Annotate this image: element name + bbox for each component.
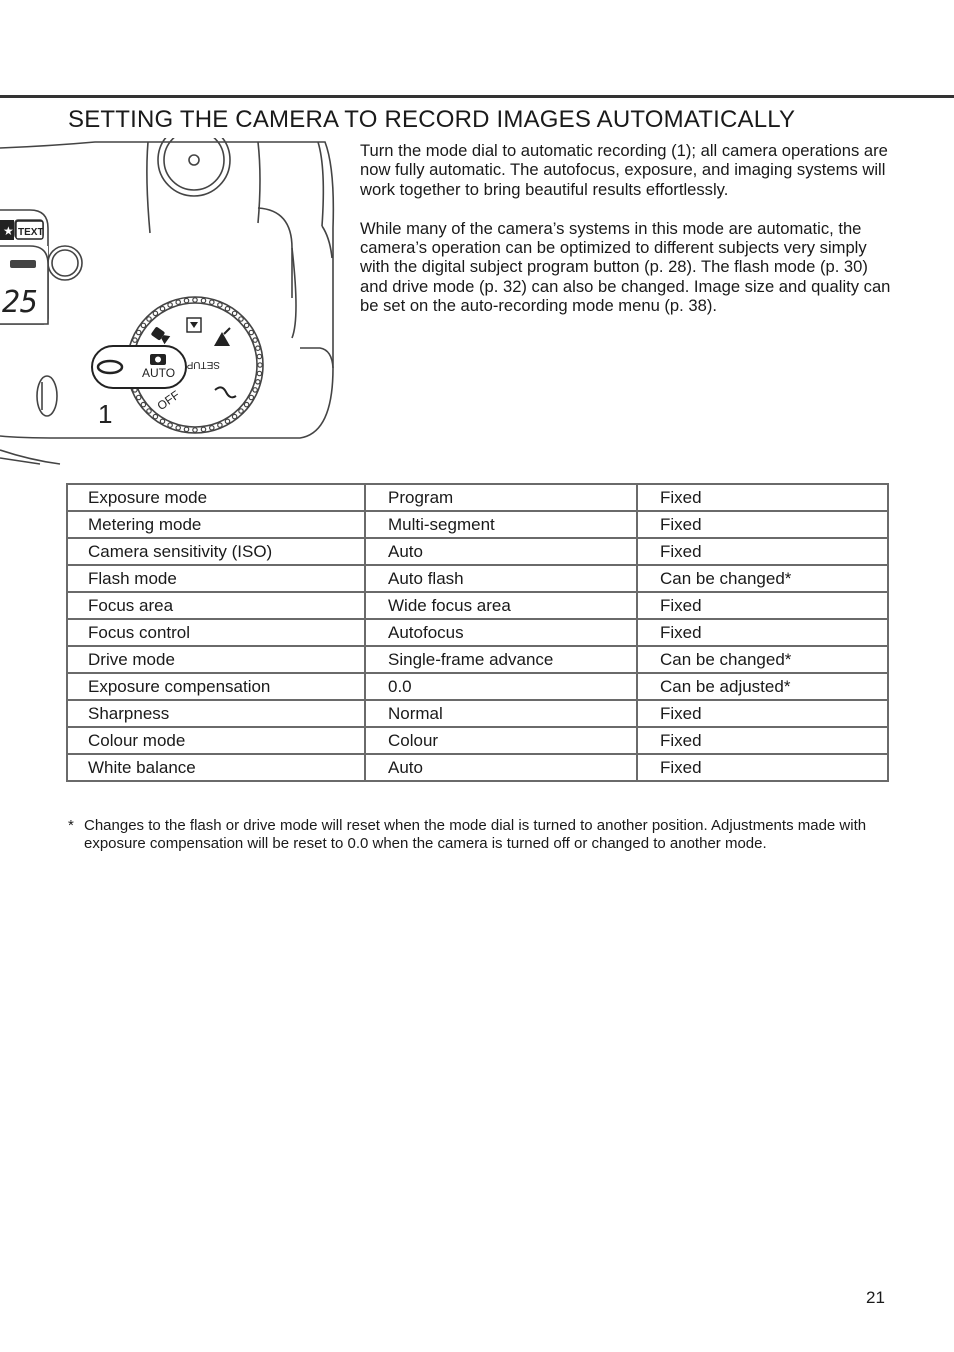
table-row (67, 700, 888, 727)
setting-name-cell: Exposure compensation (67, 673, 365, 700)
setting-value-cell: Wide focus area (365, 592, 637, 619)
header-rule (0, 95, 954, 98)
auto-label: AUTO (142, 366, 176, 380)
off-label: OFF (154, 387, 183, 414)
table-row (67, 538, 888, 565)
svg-text:★: ★ (3, 224, 14, 238)
auto-settings-table (66, 483, 889, 782)
setting-value-cell: Colour (365, 727, 637, 754)
setting-value-cell: Multi-segment (365, 511, 637, 538)
auto-mode-selector (92, 346, 186, 388)
table-row (67, 511, 888, 538)
setting-status-cell: Fixed (637, 484, 888, 511)
setting-value-cell: Normal (365, 700, 637, 727)
setting-name-cell: Focus control (67, 619, 365, 646)
setting-value-cell: Program (365, 484, 637, 511)
setting-name-cell: Colour mode (67, 727, 365, 754)
subject-program-icon (214, 328, 230, 346)
table-row (67, 646, 888, 673)
table-row (67, 754, 888, 781)
setting-name-cell: Metering mode (67, 511, 365, 538)
camera-icon (150, 354, 166, 365)
battery-icon (10, 260, 36, 268)
setting-status-cell: Fixed (637, 511, 888, 538)
setting-value-cell: 0.0 (365, 673, 637, 700)
setting-value-cell: Autofocus (365, 619, 637, 646)
setting-status-cell: Fixed (637, 592, 888, 619)
table-row (67, 565, 888, 592)
setting-name-cell: White balance (67, 754, 365, 781)
setting-status-cell: Fixed (637, 754, 888, 781)
setting-status-cell: Can be changed* (637, 565, 888, 592)
page-number: 21 (866, 1288, 885, 1307)
setting-status-cell: Can be adjusted* (637, 673, 888, 700)
camera-mode-dial-illustration (0, 138, 340, 468)
page-title: SETTING THE CAMERA TO RECORD IMAGES AUTOMATICALLY (68, 106, 796, 133)
intro-text (360, 141, 900, 335)
transfer-icon (215, 387, 236, 397)
intro-paragraph-2: While many of the camera’s systems in this mode are automatic, the camera’s operation can be optimized to different subjects very simply with the digital subject program button (p. 28). The flash mode (p. 30) and drive mode (p. 32) can also be changed. Image size and quality can be set on the auto-recording mode menu (p. 38). (360, 218, 891, 316)
footnote-text: Changes to the flash or drive mode will reset when the mode dial is turned to another position. Adjustments made with exposure compensation will be reset to 0.0 when the camera is turned off or changed to another mode. (84, 817, 867, 852)
table-row (67, 592, 888, 619)
setting-status-cell: Fixed (637, 727, 888, 754)
setting-value-cell: Auto flash (365, 565, 637, 592)
setting-name-cell: Exposure mode (67, 484, 365, 511)
frame-counter: 25 (2, 285, 39, 320)
text-badge: TEXT (18, 227, 44, 238)
table-row (67, 727, 888, 754)
setting-name-cell: Drive mode (67, 646, 365, 673)
setup-label: SETUP (186, 359, 220, 370)
setting-name-cell: Sharpness (67, 700, 365, 727)
setting-status-cell: Fixed (637, 619, 888, 646)
footnote-marker: * (68, 817, 74, 834)
setting-name-cell: Focus area (67, 592, 365, 619)
table-row (67, 673, 888, 700)
setting-status-cell: Fixed (637, 700, 888, 727)
setting-value-cell: Auto (365, 754, 637, 781)
intro-paragraph-1: Turn the mode dial to automatic recording (1); all camera operations are now fully automatic. The autofocus, exposure, and imaging systems will work together to bring beautiful results effortlessly. (360, 141, 888, 199)
playback-icon (187, 318, 201, 332)
setting-name-cell: Flash mode (67, 565, 365, 592)
setting-status-cell: Can be changed* (637, 646, 888, 673)
movie-camera-icon (151, 326, 171, 344)
setting-value-cell: Auto (365, 538, 637, 565)
setting-status-cell: Fixed (637, 538, 888, 565)
footnote (68, 817, 868, 853)
table-row (67, 484, 888, 511)
callout-number: 1 (98, 399, 113, 429)
table-row (67, 619, 888, 646)
setting-name-cell: Camera sensitivity (ISO) (67, 538, 365, 565)
setting-value-cell: Single-frame advance (365, 646, 637, 673)
